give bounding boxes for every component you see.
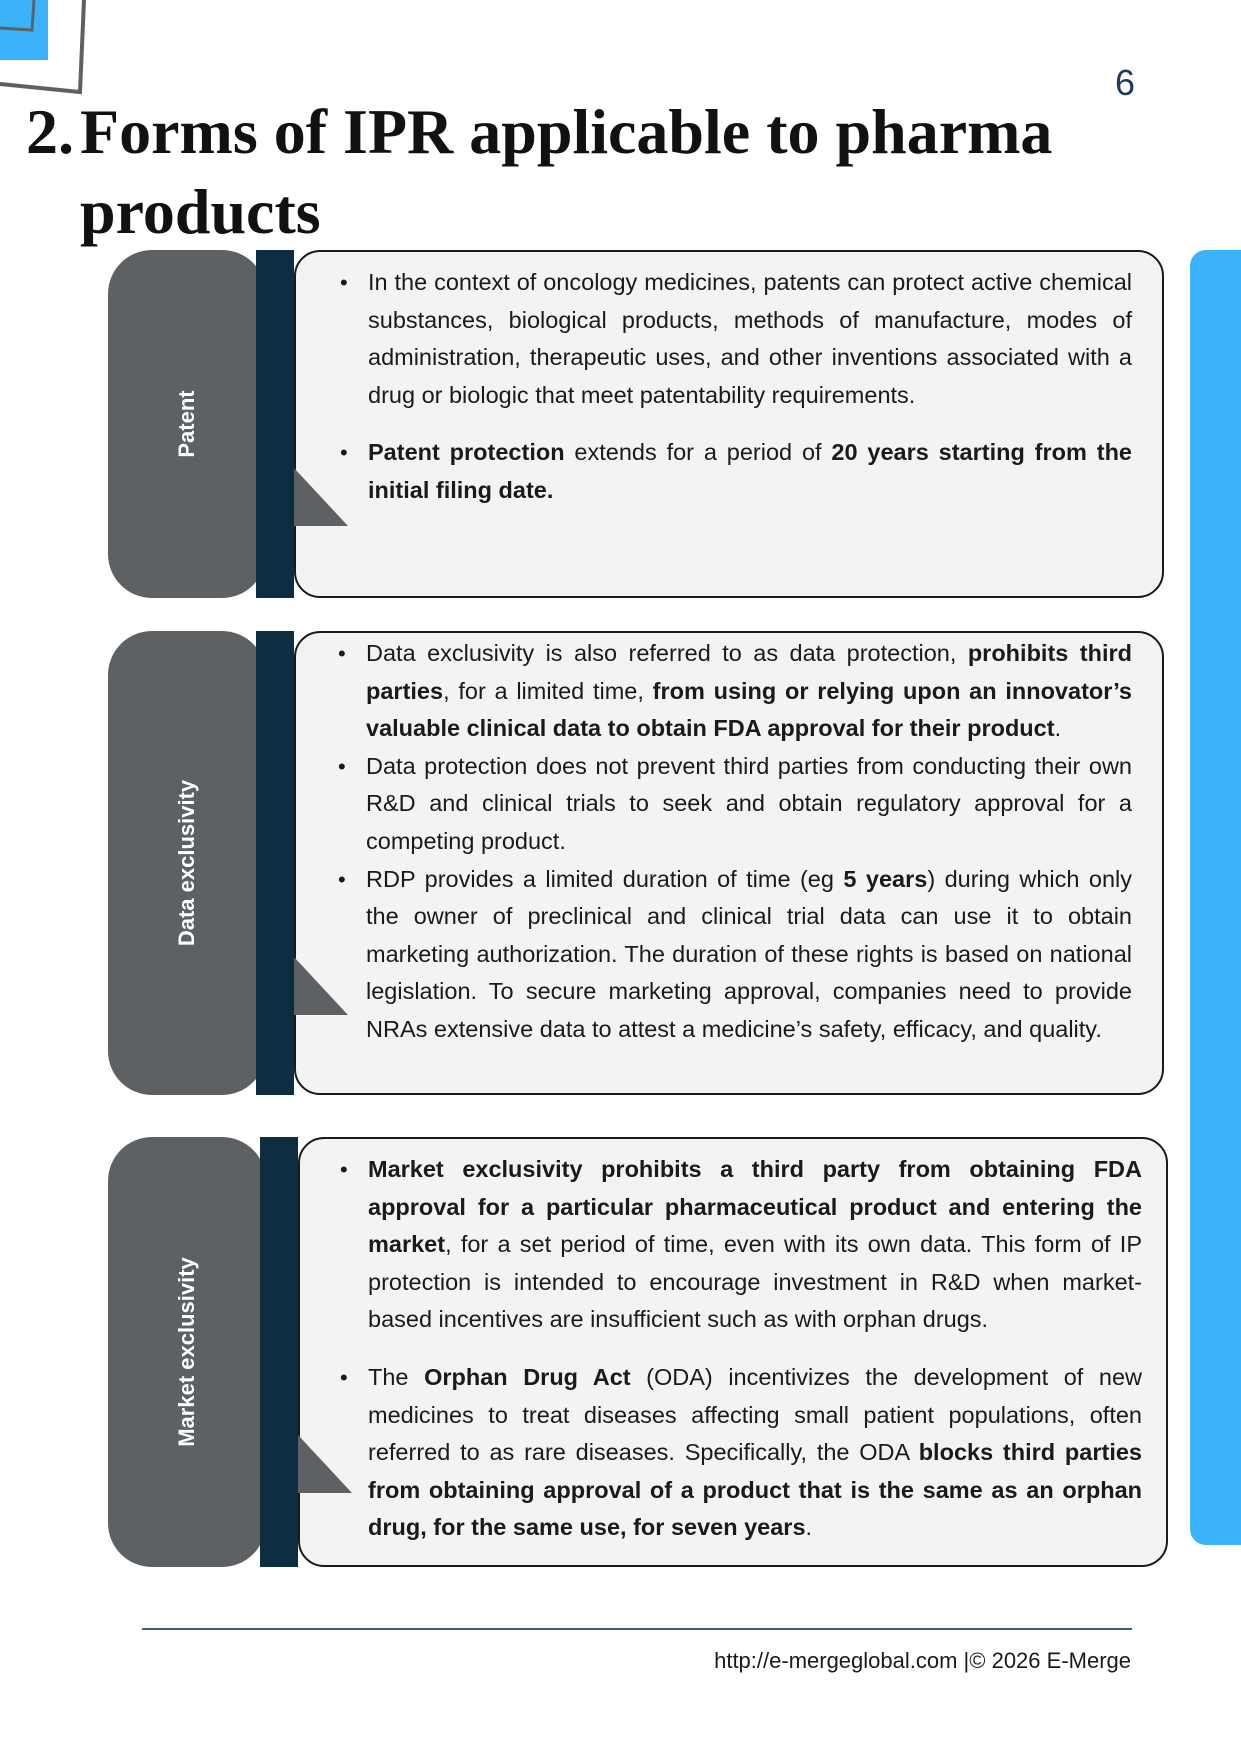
section-market-exclusivity [108,1137,1168,1567]
bullet-list [338,635,1132,1049]
bullet-item: • Data exclusivity is also referred to as data protection, prohibits third parties, for a limited time, from using or relying upon an innovator’s valuable clinical data to obtain FDA approval for their product. [338,635,1132,748]
corner-decoration [0,0,100,100]
page-number: 6 [1114,62,1135,103]
bullet-list [340,264,1132,510]
bullet-item: • In the context of oncology medicines, patents can protect active chemical substances, biological products, methods of manufacture, modes of administration, therapeutic uses, and other inventions associated with a drug or biologic that meet patentability requirements. [340,264,1132,414]
bullet-item: • Data protection does not prevent third parties from conducting their own R&D and clinical trials to seek and obtain regulatory approval for a competing product. [338,748,1132,861]
bullet-item: • Market exclusivity prohibits a third party from obtaining FDA approval for a particular pharmaceutical product and entering the market, for a set period of time, even with its own data. This form of IP protection is intended to encourage investment in R&D when market-based incentives are insufficient such as with orphan drugs. [340,1151,1142,1339]
footer-text: http://e-mergeglobal.com |© 2026 E-Merge [714,1648,1131,1673]
title-line-1: Forms of IPR applicable to pharma [80,96,1053,167]
section-tab [108,250,266,598]
bullet-item: • The Orphan Drug Act (ODA) incentivizes the development of new medicines to treat diseases affecting small patient populations, often referred to as rare diseases. Specifically, the ODA blocks third parties from obtaining approval of a product that is the same as an orphan drug, for the same use, for seven years. [340,1359,1142,1547]
section-tab [108,1137,266,1567]
bullet-item: • RDP provides a limited duration of time (eg 5 years) during which only the owner of preclinical and clinical trial data can use it to obtain marketing authorization. The duration of these rights is based on national legislation. To secure marketing approval, companies need to provide NRAs extensive data to attest a medicine’s safety, efficacy, and quality. [338,861,1132,1049]
section-tab-label: Data exclusivity [174,779,199,947]
page-title [26,92,1146,252]
section-strip [256,250,294,598]
section-strip [260,1137,298,1567]
section-patent [108,250,1164,598]
section-strip [256,631,294,1095]
bullet-list [340,1151,1142,1547]
section-tab-label: Market exclusivity [174,1257,199,1447]
bullet-item: • Patent protection extends for a period of 20 years starting from the initial filing date. [340,434,1132,509]
section-data-exclusivity [108,631,1164,1095]
title-number: 2. [26,96,74,167]
footer-divider [142,1628,1132,1630]
title-line-2: products [80,176,321,247]
accent-side-bar [1190,250,1241,1545]
section-tab [108,631,266,1095]
section-tab-label: Patent [174,390,199,458]
